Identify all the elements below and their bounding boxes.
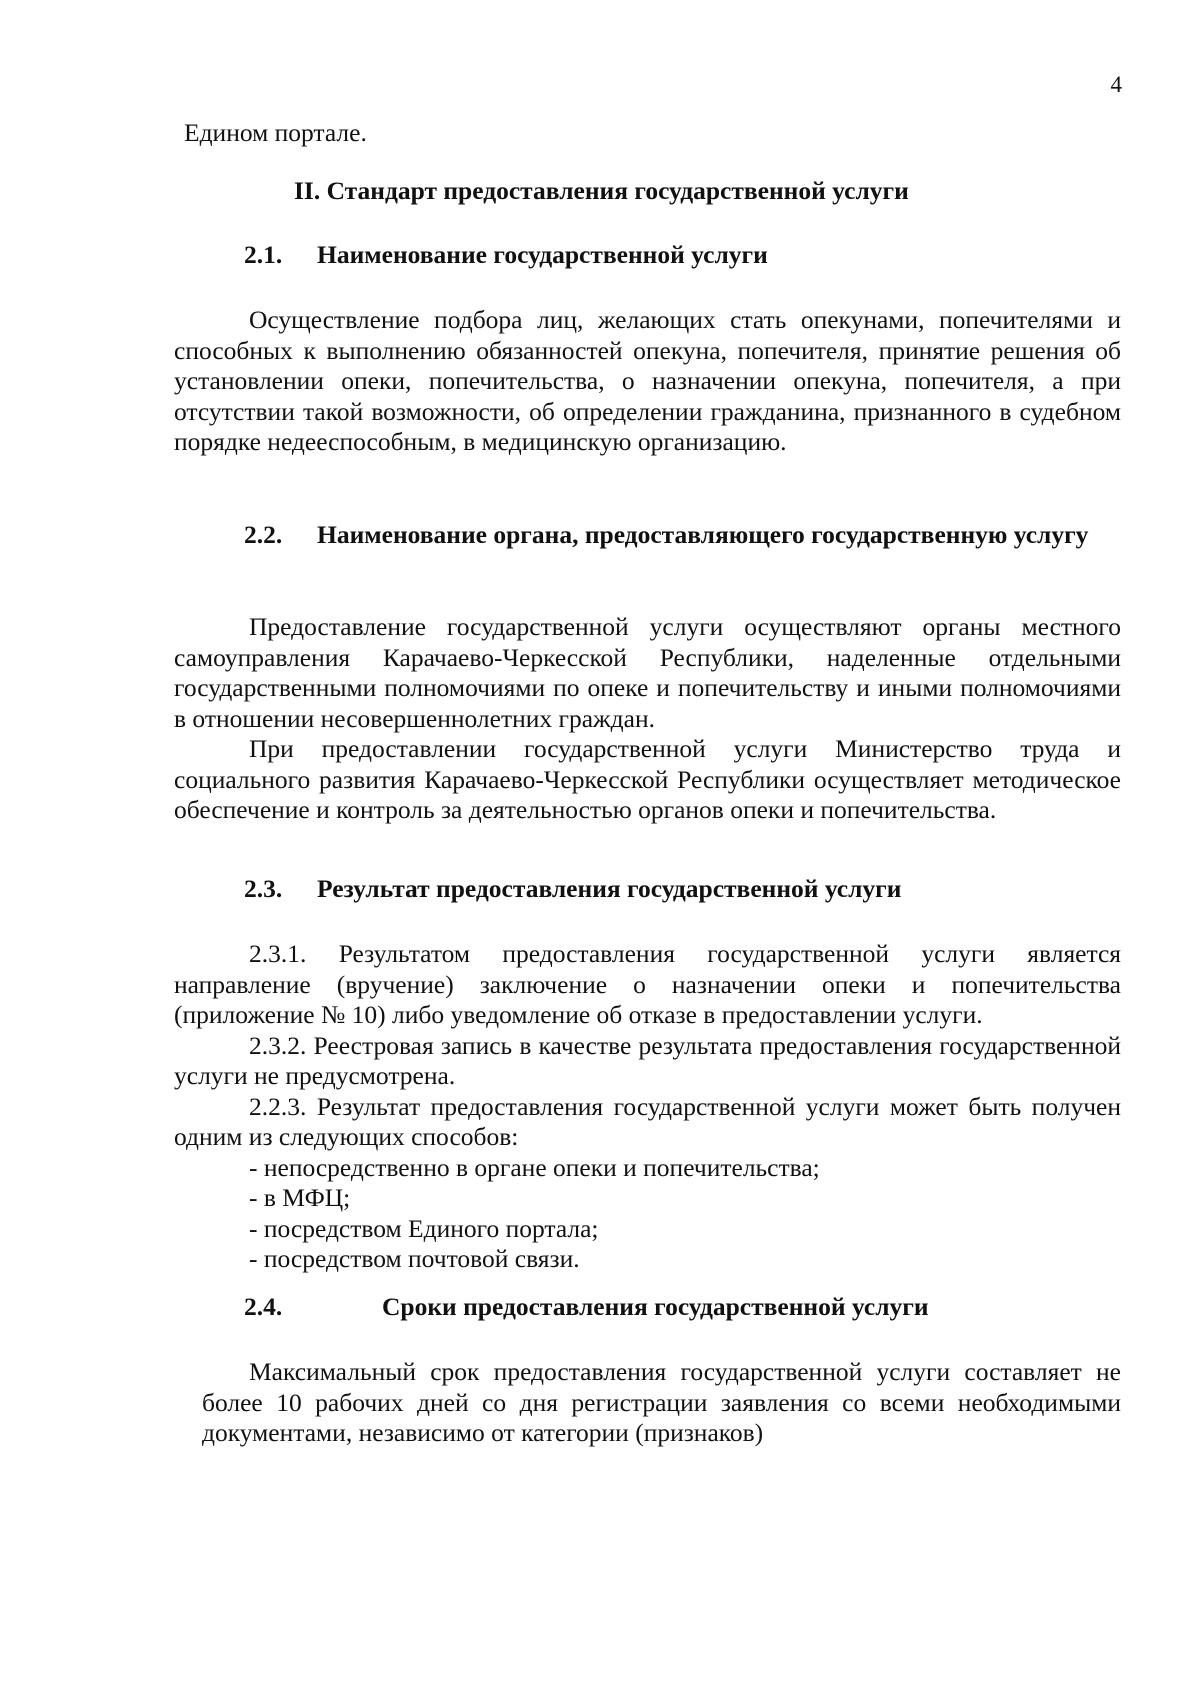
- page-number: 4: [1110, 72, 1122, 97]
- paragraph: При предоставлении государственной услуги Министерство труда и социального развития Карачаево-Черкесской Республики осуществляет методическое обеспечение и контроль за деятельностью органов опеки и попечительства.: [174, 734, 1121, 824]
- paragraph: Осуществление подбора лиц, желающих стать опекунами, попечителями и способных к выполнению обязанностей опекуна, попечителя, принятие решения об установлении опеки, попечительства, о назначении опекуна, попечителя, а при отсутствии такой возможности, об определении гражданина, признанного в судебном порядке недееспособным, в медицинскую организацию.: [174, 305, 1121, 456]
- subsection-number: 2.2.: [244, 520, 283, 549]
- paragraph: Максимальный срок предоставления государственной услуги составляет не более 10 рабочих дней со дня регистрации заявления со всеми необходимыми документами, независимо от категории (признаков): [202, 1357, 1121, 1447]
- subsection-number: 2.3.: [244, 874, 283, 903]
- subsection-2-3-body: [174, 939, 1121, 1275]
- subsection-2-4-heading: [244, 1292, 929, 1323]
- subsection-title: Наименование органа, предоставляющего государственную услугу: [317, 520, 1089, 549]
- subsection-number: 2.1.: [244, 240, 283, 269]
- subsection-2-4-body: [202, 1357, 1121, 1449]
- subsection-title: Наименование государственной услуги: [317, 240, 768, 269]
- subsection-title: Результат предоставления государственной услуги: [317, 874, 902, 903]
- subsection-2-3-heading: [244, 874, 901, 905]
- section-heading: II. Стандарт предоставления государственной услуги: [294, 176, 909, 205]
- subsection-title: Сроки предоставления государственной услуги: [382, 1292, 929, 1321]
- paragraph: 2.3.2. Реестровая запись в качестве результата предоставления государственной услуги не предусмотрена.: [174, 1030, 1121, 1090]
- paragraph: Предоставление государственной услуги осуществляют органы местного самоуправления Карачаево-Черкесской Республики, наделенные отдельными государственными полномочиями по опеке и попечительству и иными полномочиями в отношении несовершеннолетних граждан.: [174, 612, 1121, 733]
- subsection-2-2-body: [174, 612, 1121, 826]
- intro-line: Едином портале.: [184, 118, 367, 147]
- list-item: - в МФЦ;: [249, 1183, 351, 1212]
- paragraph: 2.2.3. Результат предоставления государственной услуги может быть получен одним из следующих способов:: [174, 1091, 1121, 1151]
- subsection-2-2-heading: [174, 520, 1121, 551]
- subsection-2-1-body: [174, 305, 1121, 458]
- paragraph: 2.3.1. Результатом предоставления государственной услуги является направление (вручение) заключение о назначении опеки и попечительства (приложение № 10) либо уведомление об отказе в предоставлении услуги.: [174, 939, 1121, 1029]
- list-item: - непосредственно в органе опеки и попечительства;: [249, 1152, 820, 1182]
- subsection-number: 2.4.: [244, 1292, 283, 1321]
- list-item: - посредством Единого портала;: [249, 1213, 599, 1243]
- list-item: - посредством почтовой связи.: [249, 1244, 580, 1273]
- subsection-2-1-heading: [244, 240, 768, 271]
